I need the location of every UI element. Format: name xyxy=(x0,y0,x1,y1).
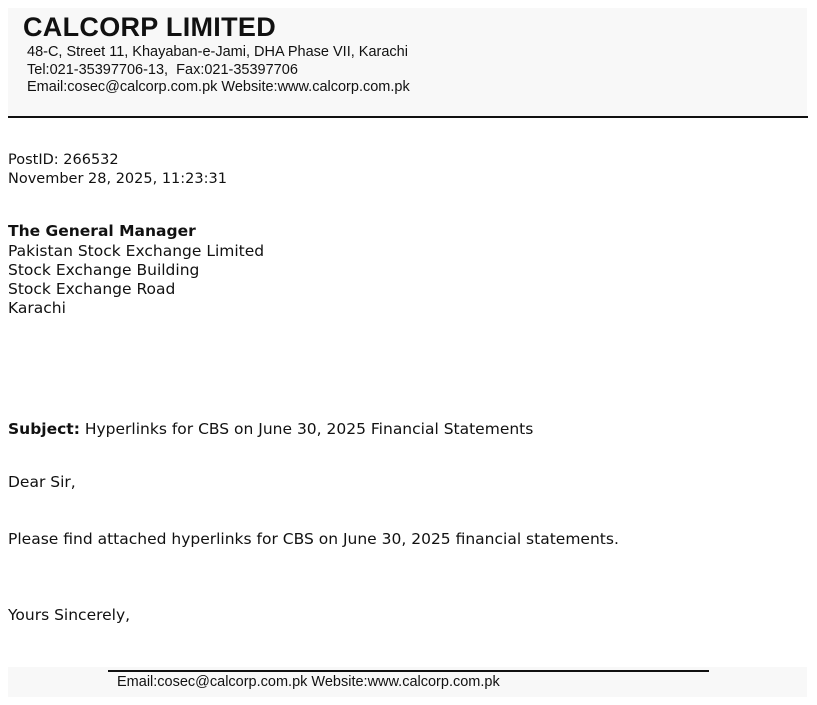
company-name: CALCORP LIMITED xyxy=(23,12,276,42)
closing: Yours Sincerely, xyxy=(8,606,131,624)
recipient-title: The General Manager xyxy=(8,222,196,240)
post-id: PostID: 266532 xyxy=(8,152,119,168)
recipient-organization: Pakistan Stock Exchange Limited xyxy=(8,242,265,260)
subject-label: Subject: xyxy=(8,420,80,438)
salutation: Dear Sir, xyxy=(8,473,76,491)
header-divider xyxy=(8,116,808,118)
company-phone-fax: Tel:021-35397706-13, Fax:021-35397706 xyxy=(27,62,298,78)
subject-text: Hyperlinks for CBS on June 30, 2025 Financial Statements xyxy=(79,420,534,438)
recipient-road: Stock Exchange Road xyxy=(8,280,176,298)
recipient-building: Stock Exchange Building xyxy=(8,261,200,279)
subject-line xyxy=(8,420,533,438)
footer-divider xyxy=(108,670,709,672)
letterhead xyxy=(8,8,807,116)
company-email-website: Email:cosec@calcorp.com.pk Website:www.calcorp.com.pk xyxy=(27,79,410,95)
recipient-city: Karachi xyxy=(8,299,66,317)
company-address: 48-C, Street 11, Khayaban-e-Jami, DHA Phase VII, Karachi xyxy=(27,44,408,60)
footer-email-website: Email:cosec@calcorp.com.pk Website:www.calcorp.com.pk xyxy=(117,674,500,690)
letter-body-text: Please find attached hyperlinks for CBS on June 30, 2025 financial statements. xyxy=(8,530,619,548)
post-date: November 28, 2025, 11:23:31 xyxy=(8,171,227,187)
